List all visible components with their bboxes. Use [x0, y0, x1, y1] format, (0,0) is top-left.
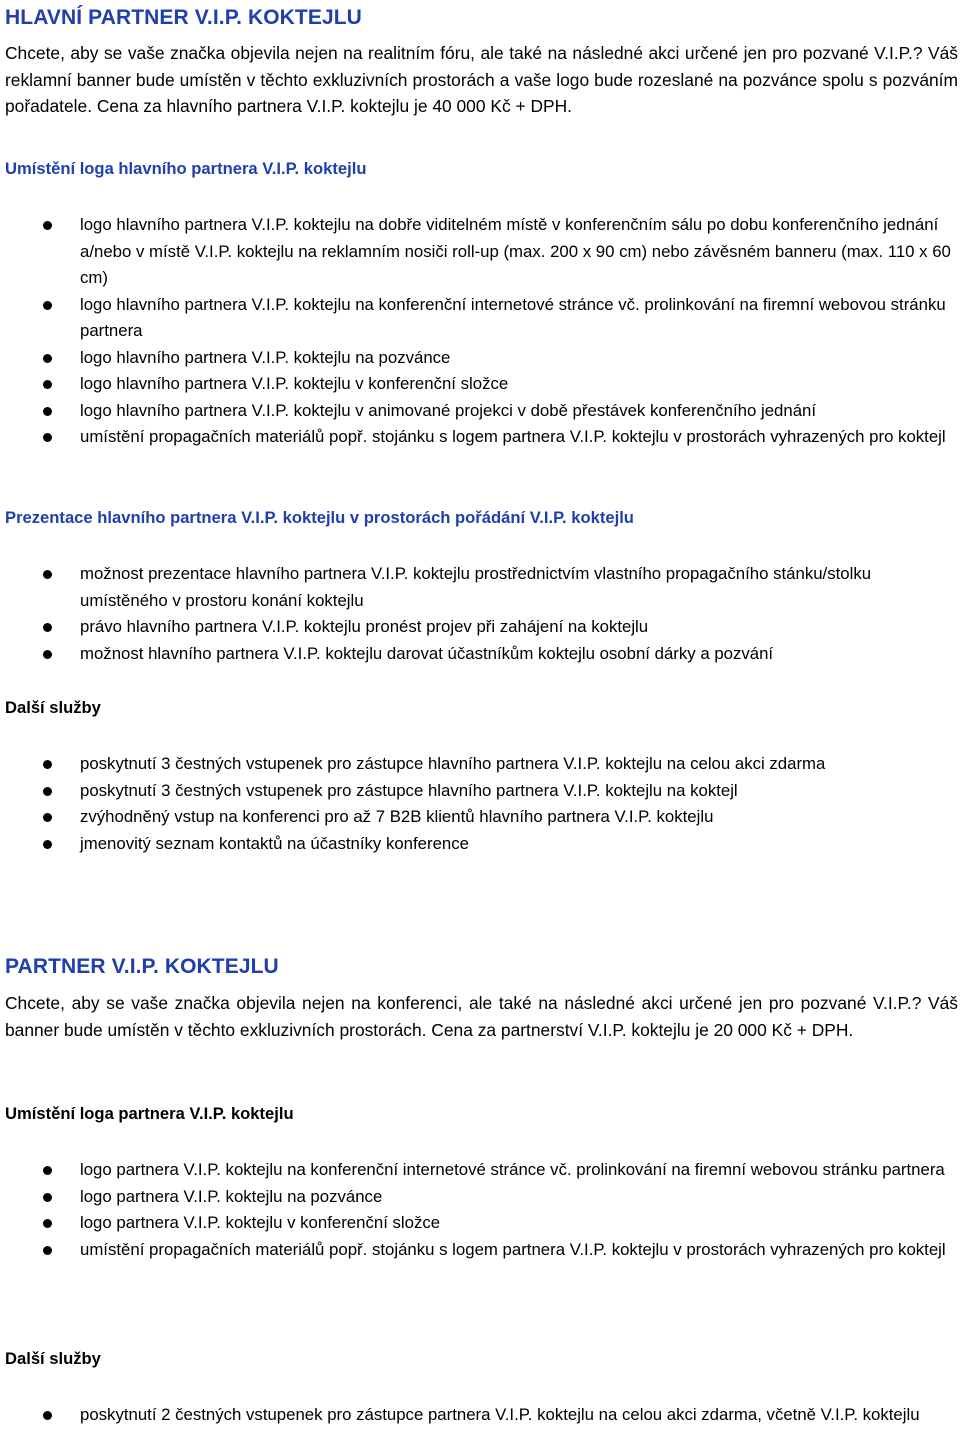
partner-title: PARTNER V.I.P. KOKTEJLU: [5, 955, 279, 978]
partner-intro: Chcete, aby se vaše značka objevila nejen na konferenci, ale také na následné akci určené jen pro pozvané V.I.P.? Váš banner bude umístěn v těchto exkluzivních prostorách. Cena za partnerství V.I.P. koktejlu je 20 000 Kč + DPH.: [5, 993, 958, 1040]
list-item: logo hlavního partnera V.I.P. koktejlu v konferenční složce: [5, 371, 960, 398]
main-partner-services-section: [5, 695, 960, 721]
main-partner-header: [5, 4, 960, 120]
list-item: logo hlavního partnera V.I.P. koktejlu v animované projekci v době přestávek konferenčního jednání: [5, 398, 960, 425]
main-partner-presentation-list: [5, 561, 960, 667]
partner-services-section: [5, 1346, 960, 1372]
main-partner-presentation-section: [5, 505, 960, 531]
list-item: poskytnutí 3 čestných vstupenek pro zástupce hlavního partnera V.I.P. koktejlu na koktejl: [5, 778, 960, 805]
partner-logo-heading: Umístění loga partnera V.I.P. koktejlu: [5, 1104, 294, 1123]
list-item: poskytnutí 3 čestných vstupenek pro zástupce hlavního partnera V.I.P. koktejlu na celou akci zdarma: [5, 751, 960, 778]
main-partner-title: HLAVNÍ PARTNER V.I.P. KOKTEJLU: [5, 6, 362, 29]
partner-services-heading: Další služby: [5, 1349, 101, 1368]
partner-header: [5, 953, 960, 1043]
list-item: logo hlavního partnera V.I.P. koktejlu na dobře viditelném místě v konferenčním sálu po dobu konferenčního jednání a/nebo v místě V.I.P. koktejlu na reklamním nosiči roll-up (max. 200 x 90 cm) nebo závěsném banneru (max. 110 x 60 cm): [5, 212, 960, 292]
main-partner-logo-heading: Umístění loga hlavního partnera V.I.P. koktejlu: [5, 159, 367, 178]
partner-services-list: [5, 1402, 960, 1429]
partner-logo-section: [5, 1101, 960, 1127]
list-item: logo hlavního partnera V.I.P. koktejlu na pozvánce: [5, 345, 960, 372]
partner-logo-list: [5, 1157, 960, 1263]
main-partner-services-list: [5, 751, 960, 857]
list-item: logo partnera V.I.P. koktejlu na pozvánce: [5, 1184, 960, 1211]
main-partner-logo-list: [5, 212, 960, 451]
list-item: poskytnutí 2 čestných vstupenek pro zástupce partnera V.I.P. koktejlu na celou akci zdarma, včetně V.I.P. koktejlu: [5, 1402, 960, 1429]
list-item: jmenovitý seznam kontaktů na účastníky konference: [5, 831, 960, 858]
list-item: možnost hlavního partnera V.I.P. koktejlu darovat účastníkům koktejlu osobní dárky a pozvání: [5, 641, 960, 668]
list-item: umístění propagačních materiálů popř. stojánku s logem partnera V.I.P. koktejlu v prostorách vyhrazených pro koktejl: [5, 424, 960, 451]
list-item: logo partnera V.I.P. koktejlu na konferenční internetové stránce vč. prolinkování na firemní webovou stránku partnera: [5, 1157, 960, 1184]
main-partner-presentation-heading: Prezentace hlavního partnera V.I.P. koktejlu v prostorách pořádání V.I.P. koktejlu: [5, 508, 634, 527]
main-partner-services-heading: Další služby: [5, 698, 101, 717]
main-partner-logo-section: [5, 156, 960, 182]
list-item: možnost prezentace hlavního partnera V.I.P. koktejlu prostřednictvím vlastního propagačního stánku/stolku umístěného v prostoru konání koktejlu: [5, 561, 960, 614]
list-item: právo hlavního partnera V.I.P. koktejlu pronést projev při zahájení na koktejlu: [5, 614, 960, 641]
list-item: zvýhodněný vstup na konferenci pro až 7 B2B klientů hlavního partnera V.I.P. koktejlu: [5, 804, 960, 831]
list-item: logo hlavního partnera V.I.P. koktejlu na konferenční internetové stránce vč. prolinkování na firemní webovou stránku partnera: [5, 292, 960, 345]
main-partner-intro: Chcete, aby se vaše značka objevila nejen na realitním fóru, ale také na následné akci určené jen pro pozvané V.I.P.? Váš reklamní banner bude umístěn v těchto exkluzivních prostorách a vaše logo bude rozeslané na pozvánce spolu s pozváním pořadatele. Cena za hlavního partnera V.I.P. koktejlu je 40 000 Kč + DPH.: [5, 43, 958, 116]
list-item: logo partnera V.I.P. koktejlu v konferenční složce: [5, 1210, 960, 1237]
list-item: umístění propagačních materiálů popř. stojánku s logem partnera V.I.P. koktejlu v prostorách vyhrazených pro koktejl: [5, 1237, 960, 1264]
